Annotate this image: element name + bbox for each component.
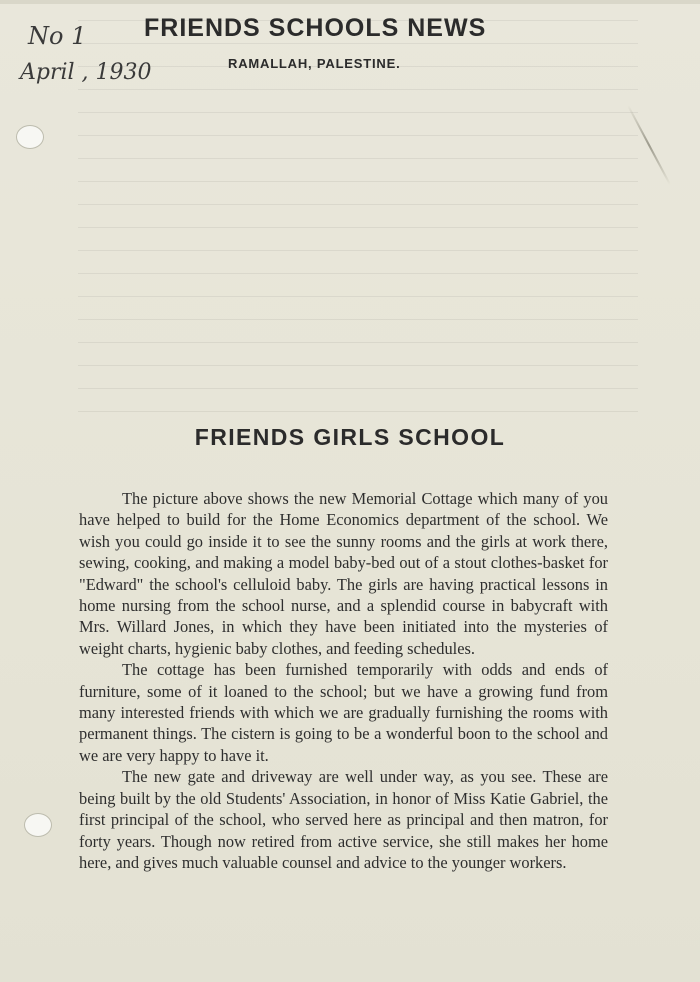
paragraph: The cottage has been furnished temporarily with odds and ends of furniture, some of it loaned to the school; but we have a growing fund from many interested friends with which we are gradually furnishing the rooms with permanent things. The cistern is going to be a wonderful boon to the school and we are very happy to have it. [79, 660, 608, 765]
paragraph: The picture above shows the new Memorial Cottage which many of you have helped to build for the Home Economics department of the school. We wish you could go inside it to see the sunny rooms and the girls at work there, sewing, cooking, and making a model baby-bed out of a stout clothes-basket for "Edward" the school's celluloid baby. The girls are having practical lessons in home nursing from the school nurse, and a splendid course in babycraft with Mrs. Willard Jones, in which they have been initiated into the mysteries of weight charts, hygienic baby clothes, and feeding schedules. [79, 489, 608, 658]
masthead-subtitle: RAMALLAH, PALESTINE. [228, 56, 401, 71]
punch-hole-bottom [24, 813, 52, 837]
paragraph: The new gate and driveway are well under way, as you see. These are being built by the old Students' Association, in honor of Miss Katie Gabriel, the first principal of the school, who served here as principal and then matron, for forty years. Though now retired from active service, she still makes her home here, and gives much valuable counsel and advice to the younger workers. [79, 767, 608, 872]
article-body [79, 488, 608, 873]
punch-hole-top [16, 125, 44, 149]
article-title: FRIENDS GIRLS SCHOOL [194, 424, 506, 450]
masthead-title: FRIENDS SCHOOLS NEWS [144, 14, 487, 42]
handwritten-issue-number: No 1 [28, 22, 87, 50]
handwritten-date: April , 1930 [20, 60, 152, 85]
